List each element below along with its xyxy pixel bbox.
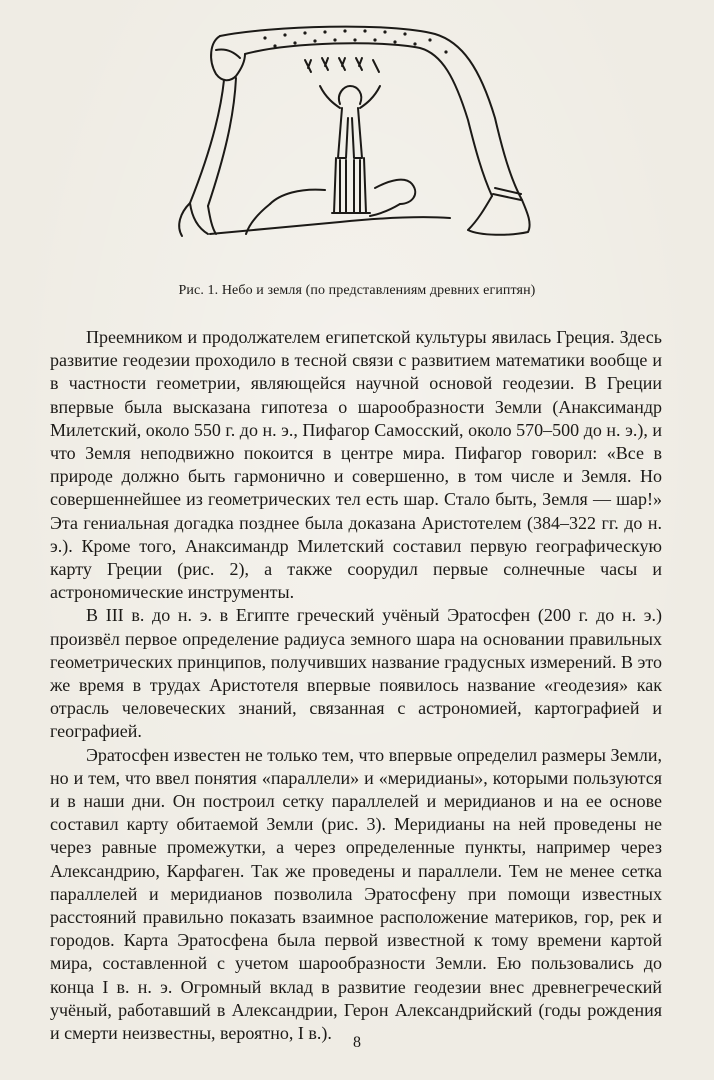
- egyptian-sky-earth-illustration: [150, 8, 550, 258]
- figure-caption: Рис. 1. Небо и земля (по представлениям древних египтян): [178, 283, 536, 298]
- paragraph: В III в. до н. э. в Египте греческий учёный Эратосфен (200 г. до н. э.) произвёл первое определение радиуса земного шара на основании правильных геометрических принципов, получивших название градусных измерений. В это же время в трудах Аристотеля впервые появилось название «геодезия» как отрасль человеческих знаний, связанная с астрономией, картографией и географией.: [50, 605, 662, 742]
- page-number: 8: [353, 1034, 361, 1051]
- body-text: [50, 326, 662, 1045]
- paragraph: Преемником и продолжателем египетской культуры явилась Греция. Здесь развитие геодезии проходило в тесной связи с развитием математики вообще и в частности геометрии, являющейся научной основой геодезии. В Греции впервые была высказана гипотеза о шарообразности Земли (Анаксимандр Милетский, около 550 г. до н. э., Пифагор Самосский, около 570–500 до н. э.), и что Земля неподвижно покоится в центре мира. Пифагор говорил: «Все в природе должно быть гармонично и совершенно, в том числе и Земля. Но совершеннейшее из геометрических тел есть шар. Стало быть, Земля — шар!» Эта гениальная догадка позднее была доказана Аристотелем (384–322 гг. до н. э.). Кроме того, Анаксимандр Милетский составил первую географическую карту Греции (рис. 2), а также соорудил первые солнечные часы и астрономические инструменты.: [50, 327, 662, 603]
- paragraph: Эратосфен известен не только тем, что впервые определил размеры Земли, но и тем, что ввел понятия «параллели» и «меридианы», которыми пользуются и в наши дни. Он построил сетку параллелей и меридианов и на ее основе составил карту обитаемой Земли (рис. 3). Меридианы на ней проведены не через равные промежутки, а через определенные пункты, например через Александрию, Карфаген. Так же проведены и параллели. Тем не менее сетка параллелей и меридианов позволила Эратосфену при помощи известных расстояний правильно показать взаимное расположение материков, гор, рек и городов. Карта Эратосфена была первой известной к тому времени картой мира, составленной с учетом шарообразности Земли. Ею пользовались до конца I в. н. э. Огромный вклад в развитие геодезии внес древнегреческий учёный, работавший в Александрии, Герон Александрийский (годы рождения и смерти неизвестны, вероятно, I в.).: [50, 744, 662, 1044]
- illustration-icon: [150, 8, 550, 258]
